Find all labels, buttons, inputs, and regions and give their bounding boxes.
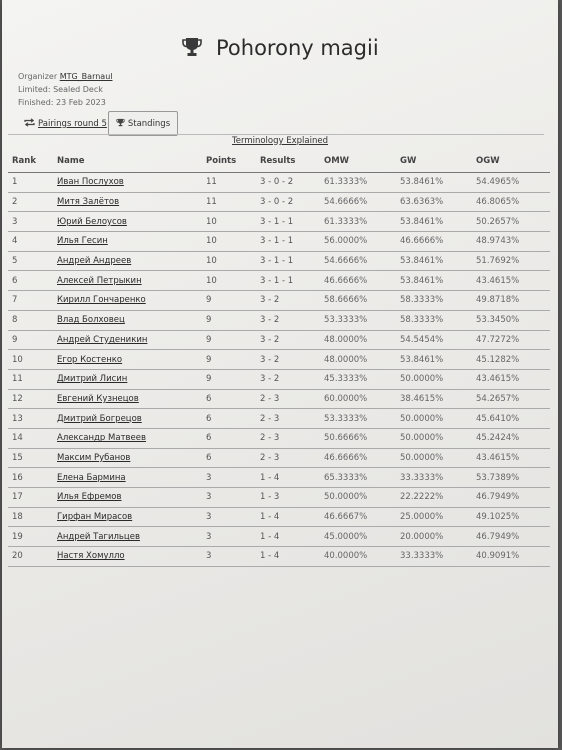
cell-gw: 53.8461%: [400, 216, 444, 227]
cell-ogw: 46.7949%: [476, 531, 520, 542]
table-row: [8, 390, 550, 410]
cell-results: 3 - 2: [260, 334, 280, 345]
cell-ogw: 43.4615%: [476, 275, 520, 286]
cell-gw: 50.0000%: [400, 452, 444, 463]
cell-omw: 48.0000%: [324, 334, 368, 345]
cell-name[interactable]: Евгений Кузнецов: [57, 393, 139, 404]
cell-omw: 45.3333%: [324, 374, 368, 385]
page-title-text: Pohorony magii: [216, 36, 379, 60]
cell-ogw: 43.4615%: [476, 452, 520, 463]
repeat-icon: [24, 118, 35, 130]
cell-name[interactable]: Митя Залётов: [57, 197, 120, 208]
cell-name[interactable]: Гирфан Мирасов: [57, 512, 133, 523]
cell-ogw: 49.1025%: [476, 512, 520, 523]
cell-name[interactable]: Максим Рубанов: [57, 452, 131, 463]
cell-gw: 54.5454%: [400, 334, 444, 345]
cell-results: 3 - 1 - 1: [260, 275, 294, 286]
cell-omw: 46.6666%: [324, 452, 368, 463]
pairings-tab[interactable]: [24, 118, 107, 130]
table-row: [8, 527, 550, 547]
cell-points: 10: [206, 216, 217, 227]
cell-points: 3: [206, 472, 212, 483]
cell-points: 10: [206, 236, 217, 247]
cell-points: 9: [206, 334, 212, 345]
cell-results: 3 - 1 - 1: [260, 256, 294, 267]
cell-points: 9: [206, 354, 212, 365]
table-row: [8, 193, 550, 213]
table-row: [8, 311, 550, 331]
cell-gw: 53.8461%: [400, 256, 444, 267]
cell-rank: 5: [12, 256, 18, 267]
standings-page: [2, 0, 558, 748]
cell-omw: 50.6666%: [324, 433, 368, 444]
cell-name[interactable]: Егор Костенко: [57, 354, 123, 365]
cell-points: 3: [206, 512, 212, 523]
cell-name[interactable]: Илья Ефремов: [57, 492, 122, 503]
cell-gw: 38.4615%: [400, 393, 444, 404]
cell-ogw: 50.2657%: [476, 216, 520, 227]
cell-ogw: 51.7692%: [476, 256, 520, 267]
cell-rank: 8: [12, 315, 18, 326]
header-name: Name: [57, 156, 85, 166]
table-row: [8, 173, 550, 193]
cell-points: 9: [206, 315, 212, 326]
cell-points: 10: [206, 275, 217, 286]
cell-omw: 40.0000%: [324, 551, 368, 562]
cell-results: 3 - 1 - 1: [260, 216, 294, 227]
table-row: [8, 252, 550, 272]
cell-omw: 46.6666%: [324, 275, 368, 286]
cell-ogw: 54.2657%: [476, 393, 520, 404]
cell-points: 3: [206, 492, 212, 503]
cell-results: 3 - 1 - 1: [260, 236, 294, 247]
cell-ogw: 54.4965%: [476, 177, 520, 188]
cell-gw: 50.0000%: [400, 433, 444, 444]
cell-results: 1 - 4: [260, 472, 280, 483]
cell-omw: 58.6666%: [324, 295, 368, 306]
cell-name[interactable]: Илья Гесин: [57, 236, 108, 247]
cell-ogw: 43.4615%: [476, 374, 520, 385]
cell-gw: 53.8461%: [400, 177, 444, 188]
cell-points: 9: [206, 374, 212, 385]
cell-rank: 15: [12, 452, 23, 463]
cell-results: 1 - 4: [260, 551, 280, 562]
table-row: [8, 508, 550, 528]
table-header: [8, 150, 550, 173]
cell-results: 3 - 0 - 2: [260, 177, 294, 188]
cell-ogw: 53.7389%: [476, 472, 520, 483]
table-row: [8, 291, 550, 311]
cell-name[interactable]: Настя Хомулло: [57, 551, 125, 562]
table-row: [8, 547, 550, 567]
cell-points: 11: [206, 177, 217, 188]
page-title: [2, 36, 558, 62]
cell-points: 6: [206, 393, 212, 404]
cell-results: 1 - 4: [260, 512, 280, 523]
cell-ogw: 53.3450%: [476, 315, 520, 326]
cell-results: 3 - 2: [260, 354, 280, 365]
table-row: [8, 449, 550, 469]
cell-omw: 50.0000%: [324, 492, 368, 503]
table-row: [8, 350, 550, 370]
standings-table: [8, 150, 550, 567]
cell-rank: 2: [12, 197, 18, 208]
cell-rank: 12: [12, 393, 23, 404]
cell-ogw: 46.8065%: [476, 197, 520, 208]
cell-results: 3 - 0 - 2: [260, 197, 294, 208]
cell-rank: 20: [12, 551, 23, 562]
table-row: [8, 212, 550, 232]
terminology-link[interactable]: Terminology Explained: [232, 136, 328, 146]
cell-gw: 53.8461%: [400, 354, 444, 365]
table-row: [8, 370, 550, 390]
cell-omw: 61.3333%: [324, 177, 368, 188]
cell-results: 3 - 2: [260, 374, 280, 385]
format-line: Limited: Sealed Deck: [18, 85, 103, 94]
cell-name[interactable]: Кирилл Гончаренко: [57, 295, 146, 306]
cell-results: 2 - 3: [260, 413, 280, 424]
cell-name[interactable]: Андрей Андреев: [57, 256, 132, 267]
cell-omw: 60.0000%: [324, 393, 368, 404]
organizer-line: [18, 70, 112, 83]
cell-results: 2 - 3: [260, 393, 280, 404]
header-ogw: OGW: [476, 156, 500, 166]
table-row: [8, 271, 550, 291]
cell-rank: 13: [12, 413, 23, 424]
cell-rank: 7: [12, 295, 18, 306]
cell-omw: 65.3333%: [324, 472, 368, 483]
cell-gw: 53.8461%: [400, 275, 444, 286]
cell-rank: 17: [12, 492, 23, 503]
cell-points: 6: [206, 413, 212, 424]
cell-points: 6: [206, 452, 212, 463]
cell-rank: 18: [12, 512, 23, 523]
cell-name[interactable]: Андрей Студеникин: [57, 334, 148, 345]
cell-ogw: 49.8718%: [476, 295, 520, 306]
cell-results: 2 - 3: [260, 433, 280, 444]
pairings-tab-label: Pairings round 5: [38, 119, 107, 129]
organizer-label: Organizer: [18, 72, 58, 81]
cell-rank: 10: [12, 354, 23, 365]
standings-tab[interactable]: [108, 111, 178, 136]
cell-points: 3: [206, 551, 212, 562]
table-row: [8, 468, 550, 488]
header-points: Points: [206, 156, 237, 166]
cell-gw: 33.3333%: [400, 551, 444, 562]
cell-points: 11: [206, 197, 217, 208]
cell-rank: 14: [12, 433, 23, 444]
cell-name[interactable]: Алексей Петрыкин: [57, 275, 142, 286]
cell-gw: 63.6363%: [400, 197, 444, 208]
cell-gw: 50.0000%: [400, 374, 444, 385]
cell-rank: 11: [12, 374, 23, 385]
cell-results: 3 - 2: [260, 295, 280, 306]
header-results: Results: [260, 156, 296, 166]
cell-name[interactable]: Дмитрий Богрецов: [57, 413, 142, 424]
cell-omw: 53.3333%: [324, 413, 368, 424]
cell-name[interactable]: Александр Матвеев: [57, 433, 146, 444]
cell-ogw: 48.9743%: [476, 236, 520, 247]
cell-name[interactable]: Андрей Тагильцев: [57, 531, 140, 542]
table-row: [8, 232, 550, 252]
cell-gw: 20.0000%: [400, 531, 444, 542]
cell-points: 3: [206, 531, 212, 542]
cell-ogw: 45.2424%: [476, 433, 520, 444]
cell-gw: 25.0000%: [400, 512, 444, 523]
table-row: [8, 488, 550, 508]
cell-points: 6: [206, 433, 212, 444]
cell-rank: 19: [12, 531, 23, 542]
cell-name[interactable]: Иван Послухов: [57, 177, 124, 188]
cell-rank: 1: [12, 177, 18, 188]
cell-omw: 54.6666%: [324, 256, 368, 267]
cell-gw: 50.0000%: [400, 413, 444, 424]
cell-gw: 58.3333%: [400, 295, 444, 306]
cell-results: 2 - 3: [260, 452, 280, 463]
cell-gw: 22.2222%: [400, 492, 444, 503]
cell-rank: 4: [12, 236, 18, 247]
event-meta: [18, 70, 112, 109]
cell-ogw: 47.7272%: [476, 334, 520, 345]
cell-omw: 61.3333%: [324, 216, 368, 227]
cell-results: 1 - 3: [260, 492, 280, 503]
cell-ogw: 45.1282%: [476, 354, 520, 365]
trophy-icon: [181, 37, 203, 62]
cell-rank: 16: [12, 472, 23, 483]
cell-omw: 54.6666%: [324, 197, 368, 208]
cell-rank: 3: [12, 216, 18, 227]
tab-divider: [8, 134, 544, 135]
cell-results: 1 - 4: [260, 531, 280, 542]
organizer-link[interactable]: MTG_Barnaul: [59, 72, 113, 81]
cell-points: 10: [206, 256, 217, 267]
cell-rank: 6: [12, 275, 18, 286]
table-row: [8, 331, 550, 351]
cell-omw: 53.3333%: [324, 315, 368, 326]
cell-name[interactable]: Елена Бармина: [57, 472, 126, 483]
trophy-small-icon: [116, 118, 125, 130]
header-gw: GW: [400, 156, 417, 166]
cell-rank: 9: [12, 334, 18, 345]
cell-omw: 48.0000%: [324, 354, 368, 365]
cell-ogw: 40.9091%: [476, 551, 520, 562]
cell-gw: 33.3333%: [400, 472, 444, 483]
table-row: [8, 409, 550, 429]
cell-gw: 46.6666%: [400, 236, 444, 247]
cell-name[interactable]: Дмитрий Лисин: [57, 374, 128, 385]
cell-results: 3 - 2: [260, 315, 280, 326]
table-row: [8, 429, 550, 449]
cell-name[interactable]: Влад Болховец: [57, 315, 125, 326]
cell-omw: 56.0000%: [324, 236, 368, 247]
cell-ogw: 45.6410%: [476, 413, 520, 424]
cell-gw: 58.3333%: [400, 315, 444, 326]
cell-ogw: 46.7949%: [476, 492, 520, 503]
table-body: [8, 173, 550, 567]
cell-points: 9: [206, 295, 212, 306]
cell-omw: 45.0000%: [324, 531, 368, 542]
header-rank: Rank: [12, 156, 36, 166]
cell-omw: 46.6667%: [324, 512, 368, 523]
header-omw: OMW: [324, 156, 350, 166]
standings-tab-label: Standings: [127, 118, 171, 129]
cell-name[interactable]: Юрий Белоусов: [57, 216, 127, 227]
finished-line: Finished: 23 Feb 2023: [18, 98, 106, 107]
